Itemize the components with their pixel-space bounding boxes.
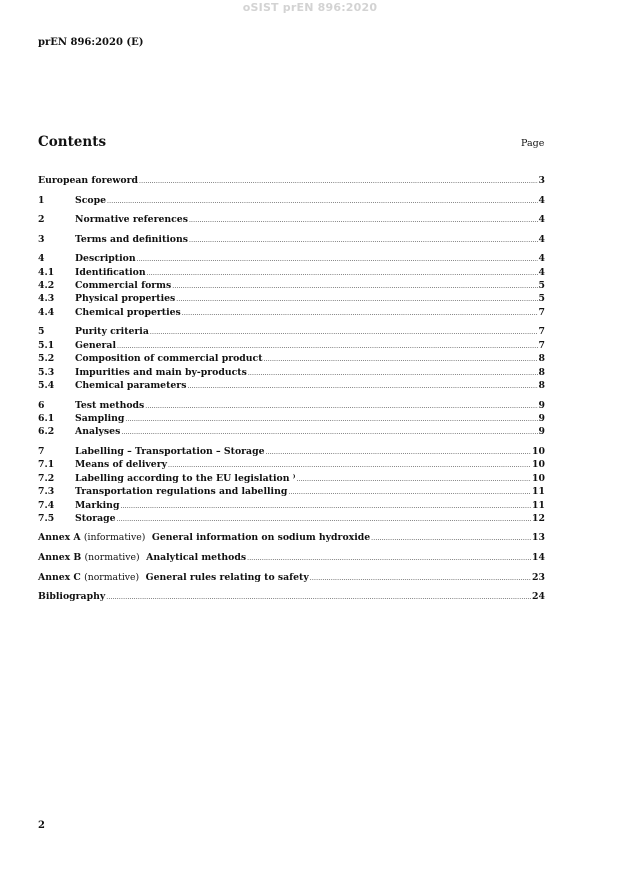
toc-entry-general[interactable] [38, 339, 545, 352]
annex-title: Analytical methods [146, 552, 247, 564]
toc-entry-title: Sampling [75, 412, 125, 424]
toc-leader-dots [371, 532, 531, 545]
toc-entry-means-of-delivery[interactable] [38, 458, 545, 471]
toc-leader-dots [145, 400, 537, 413]
toc-entry-number: 5 [38, 326, 45, 338]
toc-entry-page: 24 [532, 591, 545, 603]
document-id: prEN 896:2020 (E) [38, 37, 144, 48]
toc-entry-title: Commercial forms [75, 280, 172, 292]
toc-entry-page: 9 [538, 426, 545, 438]
toc-entry-title: Labelling according to the EU legislation ⁾ [75, 472, 296, 484]
toc-entry-title: Impurities and main by-products [75, 366, 247, 378]
toc-leader-dots [107, 195, 538, 208]
toc-entry-labelling-eu-legislation[interactable] [38, 472, 545, 485]
toc-entry-title: Normative references [75, 214, 188, 226]
toc-leader-dots [172, 280, 537, 293]
toc-entry-page: 7 [538, 326, 545, 338]
toc-leader-dots [137, 253, 538, 266]
toc-entry-title: Scope [75, 194, 106, 206]
toc-entry-number: 4.1 [38, 266, 55, 278]
annex-title: General rules relating to safety [145, 571, 309, 583]
toc-entry-storage[interactable] [38, 512, 545, 525]
watermark: oSIST prEN 896:2020 [242, 1, 378, 14]
toc-entry-number: 5.1 [38, 339, 55, 351]
toc-entry-commercial-forms[interactable] [38, 279, 545, 292]
toc-leader-dots [168, 459, 531, 472]
toc-leader-dots [265, 446, 531, 459]
toc-entry-normative-references[interactable] [38, 213, 545, 226]
toc-entry-number: 7.2 [38, 472, 55, 484]
toc-entry-title: Terms and definitions [75, 233, 188, 245]
toc-entry-title [38, 551, 246, 564]
toc-entry-title: Description [75, 253, 136, 265]
toc-entry-page: 9 [538, 412, 545, 424]
toc-entry-terms-and-definitions[interactable] [38, 233, 545, 246]
toc-entry-page: 9 [538, 399, 545, 411]
toc-entry-number: 6 [38, 399, 45, 411]
table-of-contents [38, 174, 545, 604]
toc-entry-number: 5.3 [38, 366, 55, 378]
toc-entry-description[interactable] [38, 252, 545, 265]
toc-leader-dots [187, 380, 537, 393]
toc-entry-title: Labelling – Transportation – Storage [75, 445, 265, 457]
toc-entry-physical-properties[interactable] [38, 292, 545, 305]
annex-type: (normative) [84, 552, 140, 564]
toc-entry-identification[interactable] [38, 266, 545, 279]
toc-entry-page: 10 [532, 459, 545, 471]
toc-entry-annex-b[interactable] [38, 551, 545, 564]
toc-entry-page: 4 [538, 233, 545, 245]
toc-entry-title: General [75, 339, 116, 351]
toc-entry-european-foreword[interactable] [38, 174, 545, 187]
toc-entry-number: 7.4 [38, 499, 55, 511]
toc-entry-annex-a[interactable] [38, 531, 545, 544]
toc-entry-title: Composition of commercial product [75, 353, 263, 365]
toc-leader-dots [310, 572, 531, 585]
toc-entry-test-methods[interactable] [38, 399, 545, 412]
toc-entry-number: 2 [38, 214, 45, 226]
toc-entry-number: 4.2 [38, 280, 55, 292]
toc-entry-chemical-properties[interactable] [38, 306, 545, 319]
annex-type: (informative) [83, 532, 146, 544]
toc-leader-dots [117, 513, 532, 526]
toc-entry-title [38, 571, 309, 584]
toc-entry-page: 14 [532, 552, 545, 564]
toc-entry-page: 12 [532, 512, 545, 524]
toc-leader-dots [247, 552, 531, 565]
toc-entry-title: Marking [75, 499, 120, 511]
toc-entry-title [38, 531, 370, 544]
toc-leader-dots [288, 486, 531, 499]
toc-entry-title: Purity criteria [75, 326, 149, 338]
annex-label: Annex B [38, 552, 82, 564]
toc-leader-dots [150, 326, 538, 339]
toc-leader-dots [147, 267, 538, 280]
toc-entry-marking[interactable] [38, 499, 545, 512]
contents-heading: Contents [38, 134, 107, 150]
toc-entry-number: 4.3 [38, 293, 55, 305]
toc-entry-page: 4 [538, 214, 545, 226]
toc-entry-number: 3 [38, 233, 45, 245]
toc-leader-dots [189, 214, 538, 227]
toc-entry-title: Bibliography [38, 591, 106, 603]
toc-leader-dots [182, 307, 538, 320]
toc-leader-dots [248, 367, 538, 380]
toc-entry-page: 13 [532, 532, 545, 544]
toc-entry-number: 6.2 [38, 426, 55, 438]
toc-entry-title: Storage [75, 512, 116, 524]
toc-leader-dots [264, 353, 538, 366]
toc-entry-page: 23 [532, 571, 545, 583]
toc-entry-title: Physical properties [75, 293, 176, 305]
toc-entry-analyses[interactable] [38, 425, 545, 438]
toc-leader-dots [121, 426, 537, 439]
annex-label: Annex C [38, 571, 81, 583]
toc-entry-number: 7.1 [38, 459, 55, 471]
toc-entry-purity-criteria[interactable] [38, 325, 545, 338]
toc-entry-page: 7 [538, 339, 545, 351]
page-number: 2 [38, 820, 45, 831]
toc-entry-page: 3 [538, 175, 545, 186]
toc-entry-title: Test methods [75, 399, 145, 411]
toc-entry-number: 7 [38, 445, 45, 457]
toc-entry-number: 1 [38, 194, 45, 206]
toc-entry-number: 4 [38, 253, 45, 265]
toc-entry-number: 7.5 [38, 512, 55, 524]
toc-entry-composition-of-commercial-product[interactable] [38, 352, 545, 365]
toc-entry-chemical-parameters[interactable] [38, 379, 545, 392]
toc-leader-dots [176, 293, 537, 306]
toc-entry-impurities-and-by-products[interactable] [38, 366, 545, 379]
toc-entry-number: 5.2 [38, 353, 55, 365]
annex-label: Annex A [38, 532, 81, 544]
toc-leader-dots [106, 591, 531, 604]
toc-entry-title: European foreword [38, 175, 138, 186]
toc-entry-title: Chemical parameters [75, 380, 187, 392]
toc-entry-bibliography[interactable] [38, 590, 545, 603]
toc-entry-number: 4.4 [38, 306, 55, 318]
toc-leader-dots [120, 500, 531, 513]
toc-leader-dots [125, 413, 537, 426]
toc-leader-dots [117, 340, 538, 353]
toc-entry-title: Analyses [75, 426, 121, 438]
toc-entry-title: Transportation regulations and labelling [75, 486, 288, 498]
toc-entry-title: Means of delivery [75, 459, 167, 471]
toc-entry-page: 7 [538, 306, 545, 318]
toc-entry-page: 8 [538, 353, 545, 365]
toc-entry-labelling-transportation-storage[interactable] [38, 445, 545, 458]
toc-entry-page: 11 [532, 486, 545, 498]
toc-entry-page: 4 [538, 194, 545, 206]
toc-entry-page: 11 [532, 499, 545, 511]
toc-entry-page: 8 [538, 366, 545, 378]
toc-leader-dots [139, 175, 538, 188]
toc-entry-title: Chemical properties [75, 306, 181, 318]
toc-entry-page: 8 [538, 380, 545, 392]
toc-entry-annex-c[interactable] [38, 571, 545, 584]
toc-entry-page: 4 [538, 253, 545, 265]
toc-entry-page: 10 [532, 445, 545, 457]
toc-entry-number: 5.4 [38, 380, 55, 392]
toc-entry-number: 6.1 [38, 412, 55, 424]
toc-entry-page: 4 [538, 266, 545, 278]
toc-leader-dots [189, 234, 538, 247]
toc-entry-page: 5 [538, 280, 545, 292]
toc-entry-page: 5 [538, 293, 545, 305]
page-column-label: Page [521, 138, 545, 149]
toc-leader-dots [296, 473, 531, 486]
toc-entry-page: 10 [532, 472, 545, 484]
toc-entry-number: 7.3 [38, 486, 55, 498]
annex-title: General information on sodium hydroxide [151, 532, 371, 544]
toc-entry-transportation-regulations[interactable] [38, 485, 545, 498]
toc-entry-scope[interactable] [38, 194, 545, 207]
toc-entry-title: Identification [75, 266, 146, 278]
toc-entry-sampling[interactable] [38, 412, 545, 425]
annex-type: (normative) [84, 571, 140, 583]
